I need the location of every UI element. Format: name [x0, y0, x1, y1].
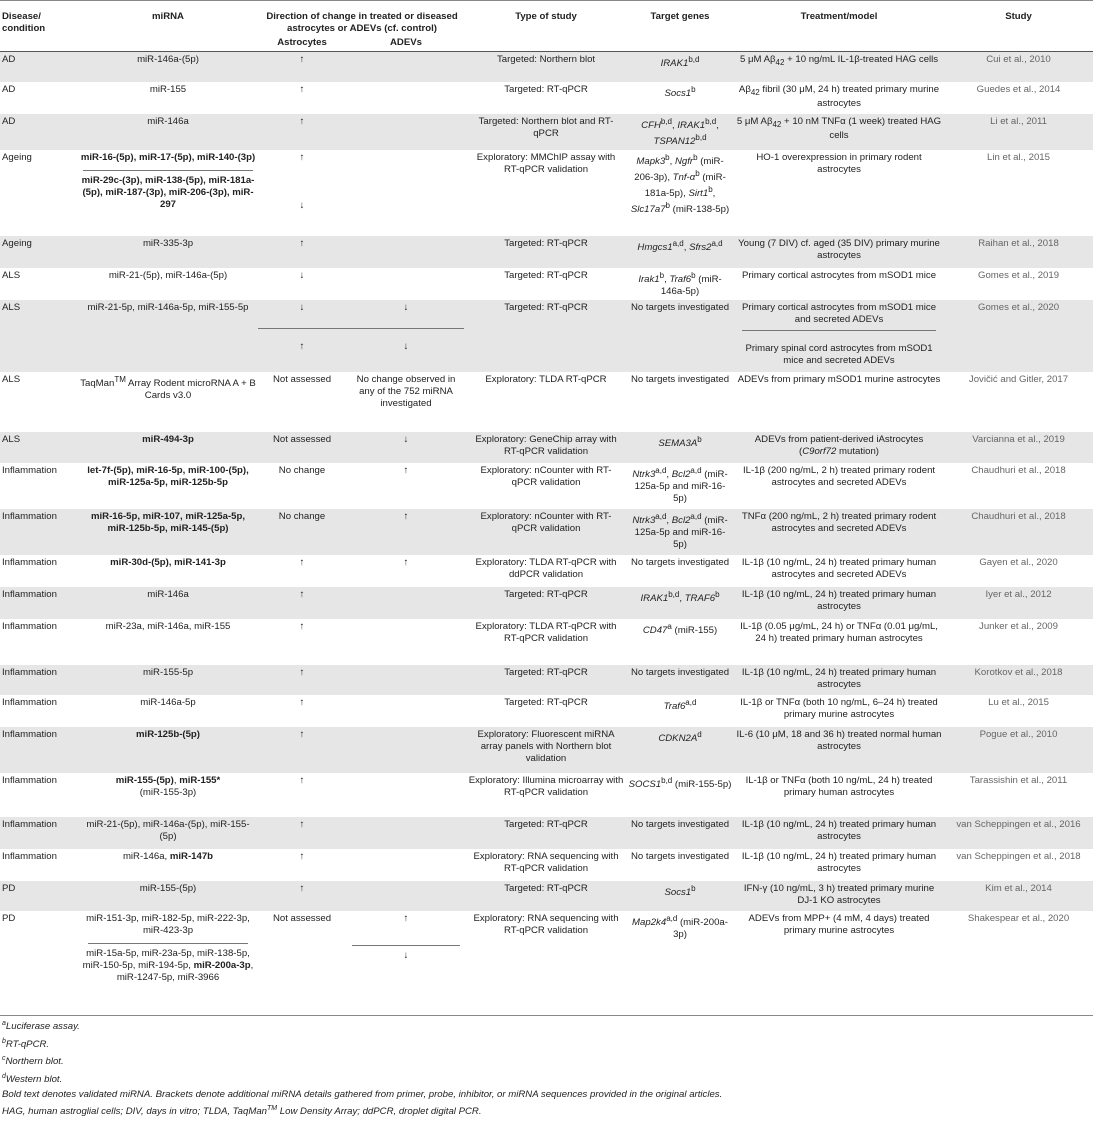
cell-targets: Ntrk3$^{a,d}$, Bcl2$^{a,d}$ (miR-125a-5p and miR-16-5p) [632, 466, 728, 505]
cell-study: Junker et al., 2009 [979, 621, 1058, 633]
cell-adevs [346, 52, 466, 82]
cell-disease: Ageing [2, 151, 32, 163]
cell-treatment: IL-1β (0.05 μg/mL, 24 h) or TNFα (0.01 μg/mL, 24 h) treated primary human astrocytes [740, 621, 938, 645]
footnote-a: $^a$Luciferase assay. [2, 1020, 80, 1033]
table-row [0, 236, 1093, 268]
cell-type: Targeted: RT-qPCR [504, 269, 588, 281]
cell-study: Varcianna et al., 2019 [944, 432, 1093, 463]
table-row [0, 300, 1093, 372]
cell-adevs: No change observed in any of the 752 miRNA investigated [356, 374, 456, 410]
cell-disease: ALS [2, 374, 21, 386]
cell-study: van Scheppingen et al., 2016 [944, 817, 1093, 849]
cell-study: Lin et al., 2015 [987, 151, 1050, 163]
cell-astrocytes: ↑ [258, 52, 346, 82]
table-row [0, 463, 1093, 509]
cell-type: Targeted: Northern blot [466, 52, 626, 82]
cell-study: Korotkov et al., 2018 [944, 665, 1093, 695]
cell-treatment: IL-1β (10 ng/mL, 24 h) treated primary human astrocytes [734, 817, 944, 849]
cell-mirna: let-7f-(5p), miR-16-5p, miR-100-(5p), miR-125a-5p, miR-125b-5p [87, 465, 249, 489]
cell-adevs [346, 817, 466, 849]
cell-astrocytes: ↑ ↓ [299, 151, 305, 211]
cell-targets: Traf6$^{a,d}$ [663, 698, 697, 713]
cell-treatment: 5 μM $A\beta_{42} + 10$ nM TNFα (1 week) treated HAG cells [734, 114, 944, 150]
cell-disease: Inflammation [0, 817, 78, 849]
header-study: Study [1005, 11, 1032, 22]
cell-mirna: miR-21-(5p), miR-146a-(5p), miR-155-(5p) [78, 817, 258, 849]
cell-disease: AD [0, 52, 78, 82]
cell-study: Shakespear et al., 2020 [967, 913, 1070, 925]
cell-treatment: TNFα (200 ng/mL, 2 h) treated primary rodent astrocytes and secreted ADEVs [734, 509, 944, 555]
cell-adevs: ↑ [346, 509, 466, 555]
cell-astrocytes: No change [278, 465, 326, 477]
cell-treatment: IL-1β (200 ng/mL, 2 h) treated primary rodent astrocytes and secreted ADEVs [742, 465, 936, 489]
cell-adevs [346, 665, 466, 695]
cell-mirna: miR-335-3p [78, 236, 258, 268]
cell-type: Exploratory: Illumina microarray with RT-qPCR validation [468, 775, 624, 799]
cell-study: Gomes et al., 2020 [944, 300, 1093, 372]
cell-astrocytes: ↑ [299, 697, 305, 709]
cell-adevs [346, 268, 466, 300]
cell-type: Exploratory: MMChIP assay with RT-qPCR validation [476, 151, 616, 175]
cell-treatment: ADEVs from primary mSOD1 murine astrocytes [737, 374, 941, 386]
cell-mirna: miR-146a [78, 587, 258, 619]
cell-study: Li et al., 2011 [944, 114, 1093, 150]
cell-type: Targeted: RT-qPCR [466, 587, 626, 619]
cell-mirna: miR-146a-(5p) [78, 52, 258, 82]
cell-adevs: ↑ [403, 465, 409, 477]
cell-type: Targeted: RT-qPCR [466, 881, 626, 911]
cell-targets: No targets investigated [630, 851, 730, 863]
cell-targets: $SEMA3A^b$ [626, 432, 734, 463]
cell-adevs: ↑ ↓ [346, 911, 466, 1015]
cell-disease: Ageing [0, 236, 78, 268]
cell-mirna: miR-125b-(5p) [78, 727, 258, 773]
cell-mirna: miR-23a, miR-146a, miR-155 [105, 621, 231, 633]
cell-astrocytes: No change [258, 509, 346, 555]
cell-type: Targeted: RT-qPCR [466, 300, 626, 372]
table-row [0, 432, 1093, 463]
cell-astrocytes: ↑ [299, 775, 305, 787]
cell-treatment: IL-1β (10 ng/mL, 24 h) treated primary human astrocytes [734, 665, 944, 695]
cell-disease: AD [0, 114, 78, 150]
cell-mirna: miR-21-5p, miR-146a-5p, miR-155-5p [78, 300, 258, 372]
cell-type: Exploratory: TLDA RT-qPCR with ddPCR validation [475, 557, 617, 581]
cell-targets: CFH$^{b,d}$, IRAK1$^{b,d}$, TSPAN12$^{b,d}$ [626, 114, 734, 150]
cell-type: Exploratory: RNA sequencing with RT-qPCR validation [473, 913, 619, 937]
cell-targets: SOCS1$^{b,d}$ (miR-155-5p) [628, 776, 732, 791]
cell-study: Iyer et al., 2012 [944, 587, 1093, 619]
cell-mirna: miR-21-(5p), miR-146a-(5p) [108, 269, 228, 281]
cell-targets: IRAK1$^{b,d}$ [626, 52, 734, 82]
table-row [0, 727, 1093, 773]
cell-disease: PD [2, 913, 16, 925]
table-row [0, 587, 1093, 619]
cell-mirna: miR-155-(5p), miR-155* (miR-155-3p) [115, 775, 221, 799]
table-row [0, 555, 1093, 587]
cell-astrocytes: ↓ [299, 269, 305, 281]
cell-treatment: IL-1β (10 ng/mL, 24 h) treated primary human astrocytes [741, 851, 937, 875]
cell-targets: Hmgcs1$^{a,d}$, Sfrs2$^{a,d}$ [626, 236, 734, 268]
cell-mirna: TaqMan™ Array Rodent microRNA A + B Cards v3.0 [80, 375, 256, 402]
cell-disease: ALS [0, 300, 78, 372]
cell-disease: ALS [0, 432, 78, 463]
cell-astrocytes: ↑ [299, 621, 305, 633]
table-row [0, 372, 1093, 432]
table-row [0, 911, 1093, 1015]
cell-adevs [346, 727, 466, 773]
cell-targets: No targets investigated [626, 665, 734, 695]
cell-study: Jovičić and Gitler, 2017 [968, 374, 1069, 386]
cell-disease: ALS [2, 269, 21, 281]
cell-disease: Inflammation [2, 621, 57, 633]
cell-mirna: miR-494-3p [78, 432, 258, 463]
cell-astrocytes: ↑ [258, 727, 346, 773]
cell-targets: No targets investigated [626, 817, 734, 849]
cell-treatment: IFN-γ (10 ng/mL, 3 h) treated primary murine DJ-1 KO astrocytes [734, 881, 944, 911]
footnote-abbreviations: HAG, human astroglial cells; DIV, days in vitro; TLDA, TaqMan™ Low Density Array; ddPCR, droplet digital PCR. [2, 1105, 482, 1118]
header-disease: Disease/ condition [2, 11, 46, 34]
table-row [0, 150, 1093, 236]
cell-disease: Inflammation [0, 665, 78, 695]
cell-type: Exploratory: GeneChip array with RT-qPCR validation [466, 432, 626, 463]
cell-treatment: Primary cortical astrocytes from mSOD1 mice [741, 269, 937, 281]
cell-study: Kim et al., 2014 [944, 881, 1093, 911]
cell-targets: Socs1$^b$ [664, 84, 696, 99]
cell-astrocytes: ↑ [258, 236, 346, 268]
cell-treatment: HO-1 overexpression in primary rodent astrocytes [756, 151, 922, 175]
footnote-d: $^d$Western blot. [2, 1073, 63, 1086]
cell-mirna: miR-146a-5p [140, 697, 196, 709]
cell-study: van Scheppingen et al., 2018 [956, 851, 1081, 863]
cell-type: Exploratory: nCounter with RT-qPCR validation [466, 509, 626, 555]
cell-astrocytes: ↑ [258, 587, 346, 619]
cell-astrocytes: Not assessed [272, 913, 332, 925]
cell-adevs [346, 695, 466, 727]
header-treatment: Treatment/model [800, 11, 878, 22]
cell-disease: Inflammation [0, 509, 78, 555]
cell-study: Chaudhuri et al., 2018 [971, 465, 1066, 477]
table-row [0, 509, 1093, 555]
table-row [0, 881, 1093, 911]
cell-disease: Inflammation [2, 697, 57, 709]
cell-treatment: ADEVs from MPP+ (4 mM, 4 days) treated primary murine astrocytes [748, 913, 930, 937]
cell-adevs [346, 82, 466, 114]
cell-type: Exploratory: RNA sequencing with RT-qPCR validation [473, 851, 619, 875]
cell-study: Gomes et al., 2019 [977, 269, 1060, 281]
footnote-c: $^c$Northern blot. [2, 1055, 64, 1068]
cell-mirna: miR-155 [149, 83, 187, 95]
cell-type: Targeted: RT-qPCR [504, 83, 588, 95]
cell-targets: Mapk3$^b$, Ngfr$^b$ (miR-206-3p), Tnf-$\alpha^b$ (miR-181a-5p), Sirt1$^b$, Slc17a7$^b$ (miR-138-5p) [630, 152, 730, 216]
cell-targets: Map2k4$^{a,d}$ (miR-200a-3p) [632, 914, 728, 941]
table-row [0, 619, 1093, 665]
cell-adevs [346, 587, 466, 619]
cell-type: Targeted: RT-qPCR [466, 236, 626, 268]
footnote-b: $^b$RT-qPCR. [2, 1037, 50, 1050]
cell-type: Exploratory: TLDA RT-qPCR with RT-qPCR validation [475, 621, 617, 645]
cell-disease: Inflammation [2, 557, 57, 569]
cell-study: Chaudhuri et al., 2018 [944, 509, 1093, 555]
cell-type: Targeted: RT-qPCR [466, 665, 626, 695]
header-type: Type of study [515, 11, 577, 22]
cell-adevs [346, 114, 466, 150]
cell-mirna: miR-151-3p, miR-182-5p, miR-222-3p, miR-423-3p miR-15a-5p, miR-23a-5p, miR-138-5p, miR-150-5p, miR-194-5p, miR-200a-3p, miR-1247-5p, miR-3966 [82, 913, 254, 984]
cell-type: Exploratory: Fluorescent miRNA array panels with Northern blot validation [466, 727, 626, 773]
cell-astrocytes: ↑ [299, 851, 305, 863]
cell-type: Targeted: RT-qPCR [466, 817, 626, 849]
cell-astrocytes: Not assessed [272, 374, 332, 386]
header-mirna: miRNA [152, 11, 184, 22]
table-row [0, 849, 1093, 881]
cell-disease: AD [2, 83, 16, 95]
header-adevs: ADEVs [346, 37, 466, 52]
table-row [0, 695, 1093, 727]
cell-targets: No targets investigated [630, 374, 730, 386]
cell-direction: ↓ ↓ ↑ ↓ [258, 300, 466, 372]
cell-targets: CD47$^a$ (miR-155) [642, 622, 718, 637]
cell-study: Raihan et al., 2018 [944, 236, 1093, 268]
cell-treatment: IL-1β (10 ng/mL, 24 h) treated primary human astrocytes [734, 587, 944, 619]
table-row [0, 773, 1093, 817]
cell-study: Tarassishin et al., 2011 [969, 775, 1068, 787]
table-row [0, 665, 1093, 695]
cell-astrocytes: ↑ [258, 881, 346, 911]
cell-disease: Inflammation [2, 775, 57, 787]
cell-type: Exploratory: TLDA RT-qPCR [485, 374, 607, 386]
cell-treatment: Primary cortical astrocytes from mSOD1 mice and secreted ADEVs Primary spinal cord astrocytes from mSOD1 mice and secreted ADEVs [734, 300, 944, 372]
cell-type: Exploratory: nCounter with RT-qPCR validation [480, 465, 612, 489]
cell-treatment: IL-6 (10 μM, 18 and 36 h) treated normal human astrocytes [734, 727, 944, 773]
cell-treatment: Young (7 DIV) cf. aged (35 DIV) primary murine astrocytes [734, 236, 944, 268]
header-targets: Target genes [650, 11, 710, 22]
cell-disease: Inflammation [0, 587, 78, 619]
table-row [0, 82, 1093, 114]
table-row [0, 268, 1093, 300]
cell-targets: Ntrk3$^{a,d}$, Bcl2$^{a,d}$ (miR-125a-5p and miR-16-5p) [626, 509, 734, 555]
cell-adevs [346, 150, 466, 236]
cell-mirna: miR-155-(5p) [78, 881, 258, 911]
cell-mirna: miR-146a [78, 114, 258, 150]
cell-mirna: miR-16-5p, miR-107, miR-125a-5p, miR-125b-5p, miR-145-(5p) [78, 509, 258, 555]
cell-adevs [346, 881, 466, 911]
cell-adevs: ↑ [403, 557, 409, 569]
cell-type: Targeted: RT-qPCR [504, 697, 588, 709]
cell-disease: Inflammation [0, 727, 78, 773]
cell-astrocytes: ↑ [299, 83, 305, 95]
footnotes [0, 1015, 1093, 1121]
header-astrocytes: Astrocytes [258, 37, 346, 52]
cell-astrocytes: ↑ [258, 817, 346, 849]
table-row [0, 817, 1093, 849]
cell-treatment: IL-1β (10 ng/mL, 24 h) treated primary human astrocytes and secreted ADEVs [741, 557, 937, 581]
cell-study: Cui et al., 2010 [944, 52, 1093, 82]
cell-adevs [346, 619, 466, 665]
cell-targets: IRAK1$^{b,d}$, TRAF6$^b$ [626, 587, 734, 619]
cell-adevs: ↓ [346, 432, 466, 463]
cell-treatment: $A\beta_{42}$ fibril (30 μM, 24 h) treated primary murine astrocytes [738, 83, 940, 110]
cell-targets: No targets investigated [630, 557, 730, 569]
table-row [0, 114, 1093, 150]
cell-disease: Inflammation [2, 465, 57, 477]
cell-targets: $CDKN2A^d$ [626, 727, 734, 773]
cell-targets: No targets investigated [626, 300, 734, 372]
cell-mirna: miR-155-5p [78, 665, 258, 695]
cell-astrocytes: ↑ [258, 114, 346, 150]
cell-type: Targeted: Northern blot and RT-qPCR [466, 114, 626, 150]
cell-adevs [346, 849, 466, 881]
cell-astrocytes: Not assessed [258, 432, 346, 463]
cell-targets: Socs1$^b$ [626, 881, 734, 911]
cell-mirna: miR-146a, miR-147b [122, 851, 214, 863]
cell-adevs [346, 236, 466, 268]
cell-treatment: ADEVs from patient-derived iAstrocytes (C9orf72 mutation) [734, 432, 944, 463]
cell-astrocytes: ↑ [258, 665, 346, 695]
cell-study: Pogue et al., 2010 [944, 727, 1093, 773]
cell-study: Lu et al., 2015 [988, 697, 1049, 709]
header-direction: Direction of change in treated or diseased astrocytes or ADEVs (cf. control) [266, 11, 458, 34]
cell-study: Guedes et al., 2014 [976, 83, 1061, 95]
cell-astrocytes: ↑ [299, 557, 305, 569]
cell-treatment: IL-1β or TNFα (both 10 ng/mL, 24 h) treated primary human astrocytes [745, 775, 933, 799]
cell-mirna: miR-30d-(5p), miR-141-3p [110, 557, 226, 569]
cell-targets: Irak1$^b$, Traf6$^b$ (miR-146a-5p) [638, 270, 722, 298]
cell-treatment: IL-1β or TNFα (both 10 ng/mL, 6–24 h) treated primary murine astrocytes [740, 697, 938, 721]
cell-mirna: miR-16-(5p), miR-17-(5p), miR-140-(3p) miR-29c-(3p), miR-138-(5p), miR-181a-(5p), miR-187-(3p), miR-206-(3p), miR-297 [80, 151, 256, 210]
cell-treatment: 5 μM $A\beta_{42} + 10$ ng/mL IL-1β-treated HAG cells [734, 52, 944, 82]
cell-disease: PD [0, 881, 78, 911]
footnote-bold: Bold text denotes validated miRNA. Brackets denote additional miRNA details gathered from primer, probe, inhibitor, or miRNA sequences provided in the original articles. [2, 1088, 723, 1100]
table-row [0, 52, 1093, 82]
cell-adevs [346, 773, 466, 817]
cell-disease: Inflammation [2, 851, 57, 863]
cell-study: Gayen et al., 2020 [979, 557, 1058, 569]
